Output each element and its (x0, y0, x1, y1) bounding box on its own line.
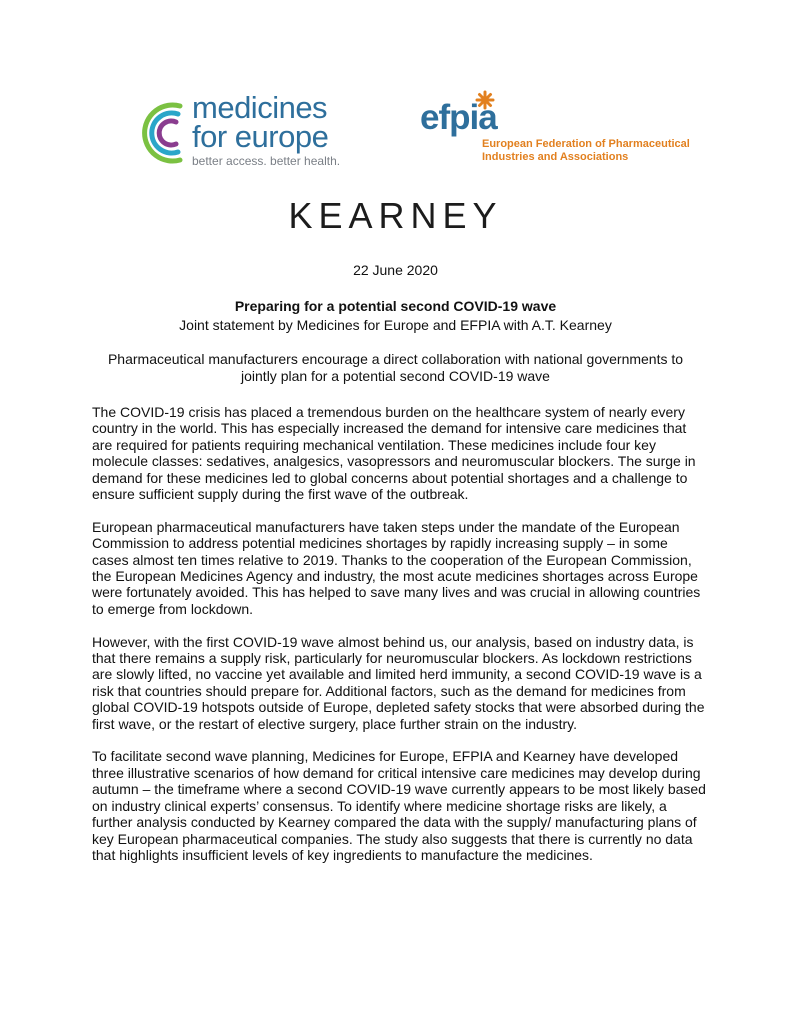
kearney-logo: KEARNEY (288, 195, 503, 236)
mfe-swirl-icon (140, 102, 186, 164)
document-date: 22 June 2020 (353, 262, 438, 278)
document-subtitle: Joint statement by Medicines for Europe and EFPIA with A.T. Kearney (179, 317, 612, 333)
efpia-wordmark: efpia (420, 98, 497, 137)
mfe-logo-line2: for europe (192, 119, 329, 154)
efpia-logo (420, 92, 690, 172)
body-paragraph-2: European pharmaceutical manufacturers have taken steps under the mandate of the European Commission to address potential medicines shortages by rapidly increasing supply – in some cases almost ten times relative to 2019. Thanks to the cooperation of the European Commission, the European Medicines Agency and industry, the most acute medicines shortages across Europe were fortunately avoided. This has helped to save many lives and was crucial in allowing countries to emerge from lockdown. (92, 518, 701, 617)
medicines-for-europe-logo (140, 92, 350, 172)
body-paragraph-1: The COVID-19 crisis has placed a tremendous burden on the healthcare system of nearly every country in the world. This has especially increased the demand for intensive care medicines that are required for patients requiring mechanical ventilation. These medicines include four key molecule classes: sedatives, analgesics, vasopressors and neuromuscular blockers. The surge in demand for these medicines led to global concerns about potential shortages and a challenge to ensure sufficient supply during the first wave of the outbreak. (92, 404, 696, 503)
document-title: Preparing for a potential second COVID-19 wave (234, 298, 557, 314)
lead-paragraph: Pharmaceutical manufacturers encourage a direct collaboration with national governments to jointly plan for a potential second COVID-19 wave (107, 351, 684, 384)
logo-bar (0, 92, 791, 172)
efpia-name-line1: European Federation of Pharmaceutical (482, 138, 690, 150)
efpia-name-line2: Industries and Associations (482, 151, 629, 163)
mfe-logo-line1: medicines (192, 90, 328, 125)
body-paragraph-3: However, with the first COVID-19 wave almost behind us, our analysis, based on industry data, is that there remains a supply risk, particularly for neuromuscular blockers. As lockdown restrictions are slowly lifted, no vaccine yet available and limited herd immunity, a second COVID-19 wave is a risk that countries should prepare for. Additional factors, such as the demand for medicines from global COVID-19 hotspots outside of Europe, depleted safety stocks that were absorbed during the first wave, or the restart of elective surgery, place further strain on the industry. (92, 633, 705, 732)
efpia-full-name (482, 138, 690, 164)
body-paragraph-4: To facilitate second wave planning, Medicines for Europe, EFPIA and Kearney have developed three illustrative scenarios of how demand for critical intensive care medicines may develop during autumn – the timeframe where a second COVID-19 wave currently appears to be most likely based on industry clinical experts’ consensus. To identify where medicine shortage risks are likely, a further analysis conducted by Kearney compared the data with the supply/ manufacturing plans of key European pharmaceutical companies. The study also suggests that there is currently no data that highlights insufficient levels of key ingredients to manufacture the medicines. (92, 748, 706, 863)
document-body (92, 404, 707, 880)
mfe-tagline: better access. better health. (192, 154, 341, 168)
